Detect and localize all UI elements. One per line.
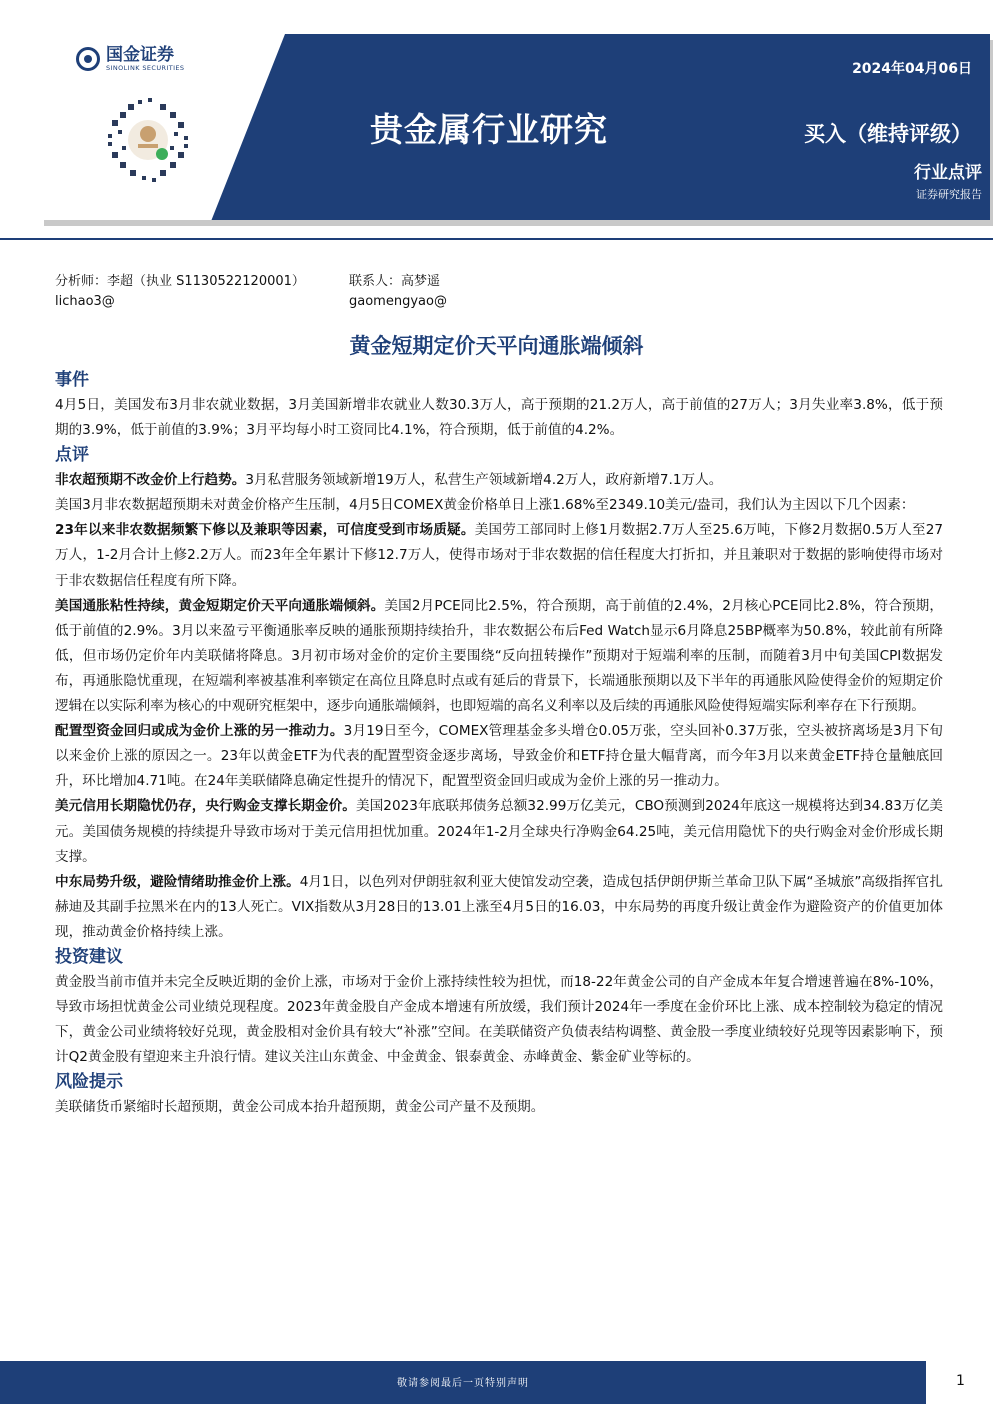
logo-name-en: SINOLINK SECURITIES xyxy=(106,64,185,72)
footer-disclaimer: 敬请参阅最后一页特别声明 xyxy=(397,1378,529,1389)
comment-lead-7: 中东局势升级，避险情绪助推金价上涨。 xyxy=(55,873,300,890)
comment-text-7: 4月1日，以色列对伊朗驻叙利亚大使馆发动空袭，造成包括伊朗伊斯兰革命卫队下属“圣城旅”高级指挥官扎赫迪及其副手拉黑米在内的13人死亡。VIX指数从3月28日的13.01上涨至4月5日的16.03，中东局势的再度升级让黄金作为避险资产的价值更加体现，推动黄金价格持续上涨。 xyxy=(55,873,943,940)
analyst-block xyxy=(55,272,305,312)
advice-paragraph: 黄金股当前市值并未完全反映近期的金价上涨，市场对于金价上涨持续性较为担忧，而18-22年黄金公司的自产金成本年复合增速普遍在8%-10%，导致市场担忧黄金公司业绩兑现程度。2023年黄金股自产金成本增速有所放缓，我们预计2024年一季度在金价环比上涨、成本控制较为稳定的情况下，黄金公司业绩将较好兑现，黄金股相对金价具有较大“补涨”空间。在美联储资产负债表结构调整、黄金股一季度业绩较好兑现等因素影响下，预计Q2黄金股有望迎来主升浪行情。建议关注山东黄金、中金黄金、银泰黄金、赤峰黄金、紫金矿业等标的。 xyxy=(55,973,943,1066)
section-heading-risk: 风险提示 xyxy=(55,1072,123,1093)
comment-text-1: 3月私营服务领域新增19万人，私营生产领域新增4.2万人，政府新增7.1万人。 xyxy=(245,472,723,489)
comment-lead-1: 非农超预期不改金价上行趋势。 xyxy=(55,472,246,489)
risk-paragraph: 美联储货币紧缩时长超预期，黄金公司成本抬升超预期，黄金公司产量不及预期。 xyxy=(55,1099,545,1116)
comment-paragraph-6 xyxy=(55,794,943,869)
industry-title: 贵金属行业研究 xyxy=(370,110,608,149)
contact-name: 联系人：高梦遥 xyxy=(349,274,441,289)
contact-block xyxy=(349,272,447,312)
page-number: 1 xyxy=(956,1373,965,1389)
page-footer xyxy=(0,1361,993,1404)
analyst-name: 分析师：李超（执业 S1130522120001） xyxy=(55,274,305,289)
event-paragraph: 4月5日，美国发布3月非农就业数据，3月美国新增非农就业人数30.3万人，高于预期的21.2万人，高于前值的27万人；3月失业率3.8%，低于预期的3.9%，低于前值的3.9%；3月平均每小时工资同比4.1%，符合预期，低于前值的4.2%。 xyxy=(55,397,943,439)
comment-paragraph-7 xyxy=(55,870,943,945)
comment-lead-3: 23年以来非农数据频繁下修以及兼职等因素，可信度受到市场质疑。 xyxy=(55,522,475,539)
comment-paragraph-3 xyxy=(55,518,943,593)
comment-paragraph-4 xyxy=(55,594,943,719)
document-title: 黄金短期定价天平向通胀端倾斜 xyxy=(349,334,644,358)
report-category: 证券研究报告 xyxy=(916,188,982,201)
report-date: 2024年04月06日 xyxy=(852,61,972,77)
company-logo xyxy=(76,46,184,72)
comment-paragraph-2: 美国3月非农数据超预期未对黄金价格产生压制，4月5日COMEX黄金价格单日上涨1.68%至2349.10美元/盎司，我们认为主因以下几个因素： xyxy=(55,497,915,514)
comment-lead-4: 美国通胀粘性持续，黄金短期定价天平向通胀端倾斜。 xyxy=(55,597,385,614)
logo-circle-icon xyxy=(76,47,100,71)
report-header xyxy=(40,34,990,220)
qr-code-icon xyxy=(98,90,198,190)
section-heading-advice: 投资建议 xyxy=(55,946,123,967)
section-heading-comment: 点评 xyxy=(55,445,89,466)
analyst-email: lichao3@ xyxy=(55,294,115,309)
logo-name-cn: 国金证券 xyxy=(106,45,174,65)
comment-lead-6: 美元信用长期隐忧仍存，央行购金支撑长期金价。 xyxy=(55,798,356,815)
header-divider xyxy=(0,238,993,240)
comment-lead-5: 配置型资金回归或成为金价上涨的另一推动力。 xyxy=(55,723,344,740)
comment-text-5: 3月19日至今，COMEX管理基金多头增仓0.05万张，空头回补0.37万张，空头被挤离场是3月下旬以来金价上涨的原因之一。23年以黄金ETF为代表的配置型资金逐步离场，导致金价和ETF持仓量大幅背离，而今年3月以来黄金ETF持仓量触底回升，环比增加4.71吨。在24年美联储降息确定性提升的情况下，配置型资金回归或成为金价上涨的另一推动力。 xyxy=(55,723,944,790)
comment-text-4: 美国2月PCE同比2.5%，符合预期，高于前值的2.4%，2月核心PCE同比2.8%，符合预期，低于前值的2.9%。3月以来盈亏平衡通胀率反映的通胀预期持续抬升，非农数据公布后Fed Watch显示6月降息25BP概率为50.8%，较此前有所降低，但市场仍定价年内美联储将降息。3月初市场对金价的定价主要围绕“反向扭转操作”预期对于短端利率的压制，而随着3月中旬美国CPI数据发布，再通胀隐忧重现，在短端利率被基准利率锁定在高位且降息时点或有延后的背景下，长端通胀预期以及下半年的再通胀风险使得金价的短期定价逻辑在以实际利率为核心的中观研究框架中，逐步向通胀端倾斜，也即短端的高名义利率以及后续的再通胀风险使得短端实际利率存在下行预期。 xyxy=(55,597,943,715)
contact-email: gaomengyao@ xyxy=(349,294,447,309)
comment-text-6: 美国2023年底联邦债务总额32.99万亿美元，CBO预测到2024年底这一规模将达到34.83万亿美元。美国债务规模的持续提升导致市场对于美元信用担忧加重。2024年1-2月全球央行净购金64.25吨，美元信用隐忧下的央行购金对金价形成长期支撑。 xyxy=(55,798,943,865)
report-body xyxy=(55,368,943,1120)
comment-paragraph-5 xyxy=(55,719,943,794)
rating-label: 买入（维持评级） xyxy=(804,122,972,146)
comment-text-3: 美国劳工部同时上修1月数据2.7万人至25.6万吨，下修2月数据0.5万人至27万人，1-2月合计上修2.2万人。而23年全年累计下修12.7万人，使得市场对于非农数据的信任程度大打折扣，并且兼职对于数据的影响使得市场对于非农数据信任程度有所下降。 xyxy=(55,522,943,589)
report-type: 行业点评 xyxy=(914,163,982,183)
comment-paragraph-1 xyxy=(55,468,943,493)
section-heading-event: 事件 xyxy=(55,370,89,390)
